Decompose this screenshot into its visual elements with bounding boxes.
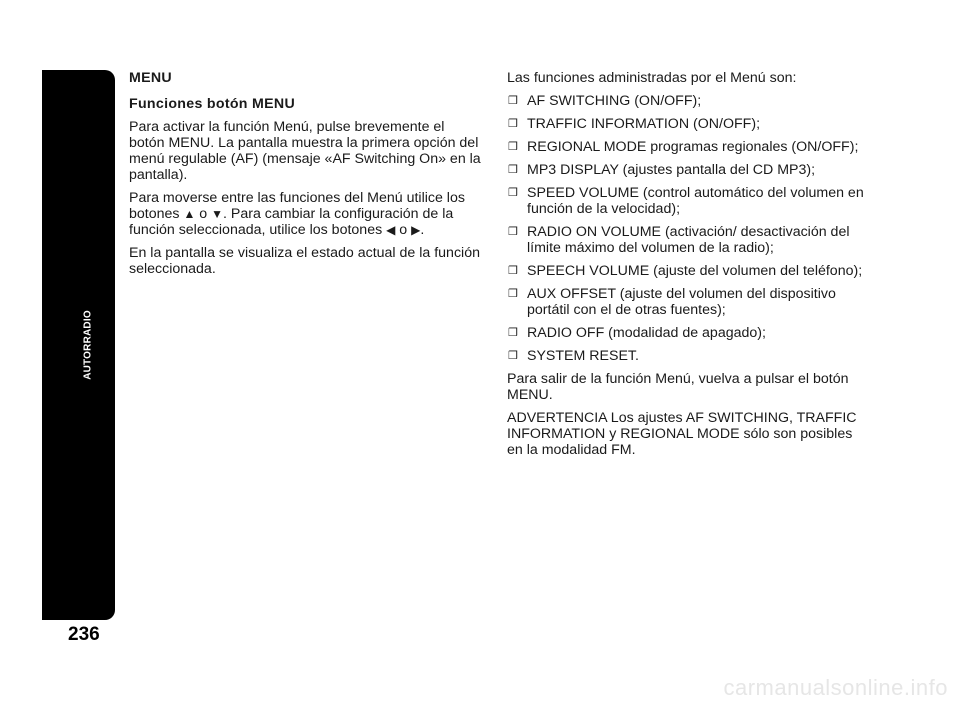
list-item-text: AUX OFFSET (ajuste del volumen del dispositivo portátil con el de otras fuentes); <box>527 286 836 318</box>
checkbox-bullet-icon: ❒ <box>508 95 518 107</box>
list-item-text: REGIONAL MODE programas regionales (ON/OFF); <box>527 139 859 155</box>
section-subtitle: Funciones botón MENU <box>129 96 295 112</box>
list-item-text: TRAFFIC INFORMATION (ON/OFF); <box>527 116 761 132</box>
list-item <box>507 325 872 341</box>
paragraph-navigate-text-b: . Para cambiar la configuración de la función seleccionada, utilice los botones <box>129 206 454 238</box>
section-title: MENU <box>129 70 172 86</box>
right-arrow-icon: ▶ <box>411 223 421 237</box>
checkbox-bullet-icon: ❒ <box>508 265 518 277</box>
paragraph-navigate-text-a: Para moverse entre las funciones del Menú utilice los botones <box>129 190 465 222</box>
section-side-label: AUTORRADIO <box>82 310 94 380</box>
checkbox-bullet-icon: ❒ <box>508 226 518 238</box>
paragraph-navigate-menu <box>129 190 481 238</box>
list-item-text: MP3 DISPLAY (ajustes pantalla del CD MP3); <box>527 162 816 178</box>
conjunction-text: o <box>395 222 412 238</box>
left-column <box>129 70 481 284</box>
checkbox-bullet-icon: ❒ <box>508 118 518 130</box>
conjunction-text: o <box>195 206 212 222</box>
checkbox-bullet-icon: ❒ <box>508 141 518 153</box>
paragraph-navigate-end: . <box>420 222 425 238</box>
watermark-text: carmanualsonline.info <box>723 675 948 700</box>
list-item-text: RADIO OFF (modalidad de apagado); <box>527 325 766 341</box>
list-item <box>507 116 872 132</box>
list-item <box>507 348 872 364</box>
list-item-text: SYSTEM RESET. <box>527 348 639 364</box>
list-item <box>507 263 872 279</box>
list-item-text: AF SWITCHING (ON/OFF); <box>527 93 702 109</box>
checkbox-bullet-icon: ❒ <box>508 288 518 300</box>
list-item <box>507 224 872 256</box>
list-item-text: SPEECH VOLUME (ajuste del volumen del teléfono); <box>527 263 863 279</box>
paragraph-warning: ADVERTENCIA Los ajustes AF SWITCHING, TRAFFIC INFORMATION y REGIONAL MODE sólo son posibles en la modalidad FM. <box>507 410 857 458</box>
list-item-text: SPEED VOLUME (control automático del volumen en función de la velocidad); <box>527 185 864 217</box>
functions-intro: Las funciones administradas por el Menú son: <box>507 70 797 86</box>
checkbox-bullet-icon: ❒ <box>508 350 518 362</box>
section-side-tab <box>42 70 115 620</box>
paragraph-exit-menu: Para salir de la función Menú, vuelva a pulsar el botón MENU. <box>507 371 849 403</box>
down-arrow-icon: ▼ <box>211 207 223 221</box>
list-item <box>507 93 872 109</box>
paragraph-activate-menu: Para activar la función Menú, pulse brevemente el botón MENU. La pantalla muestra la primera opción del menú regulable (AF) (mensaje «AF Switching On» en la pantalla). <box>129 119 481 183</box>
list-item <box>507 139 872 155</box>
right-column <box>507 70 872 465</box>
functions-list <box>507 93 872 364</box>
list-item <box>507 185 872 217</box>
list-item-text: RADIO ON VOLUME (activación/ desactivación del límite máximo del volumen de la radio); <box>527 224 850 256</box>
list-item <box>507 162 872 178</box>
checkbox-bullet-icon: ❒ <box>508 187 518 199</box>
checkbox-bullet-icon: ❒ <box>508 327 518 339</box>
list-item <box>507 286 872 318</box>
checkbox-bullet-icon: ❒ <box>508 164 518 176</box>
page-number: 236 <box>68 624 100 645</box>
up-arrow-icon: ▲ <box>183 207 196 221</box>
left-arrow-icon: ◀ <box>386 223 396 237</box>
paragraph-display-state: En la pantalla se visualiza el estado actual de la función seleccionada. <box>129 245 480 277</box>
